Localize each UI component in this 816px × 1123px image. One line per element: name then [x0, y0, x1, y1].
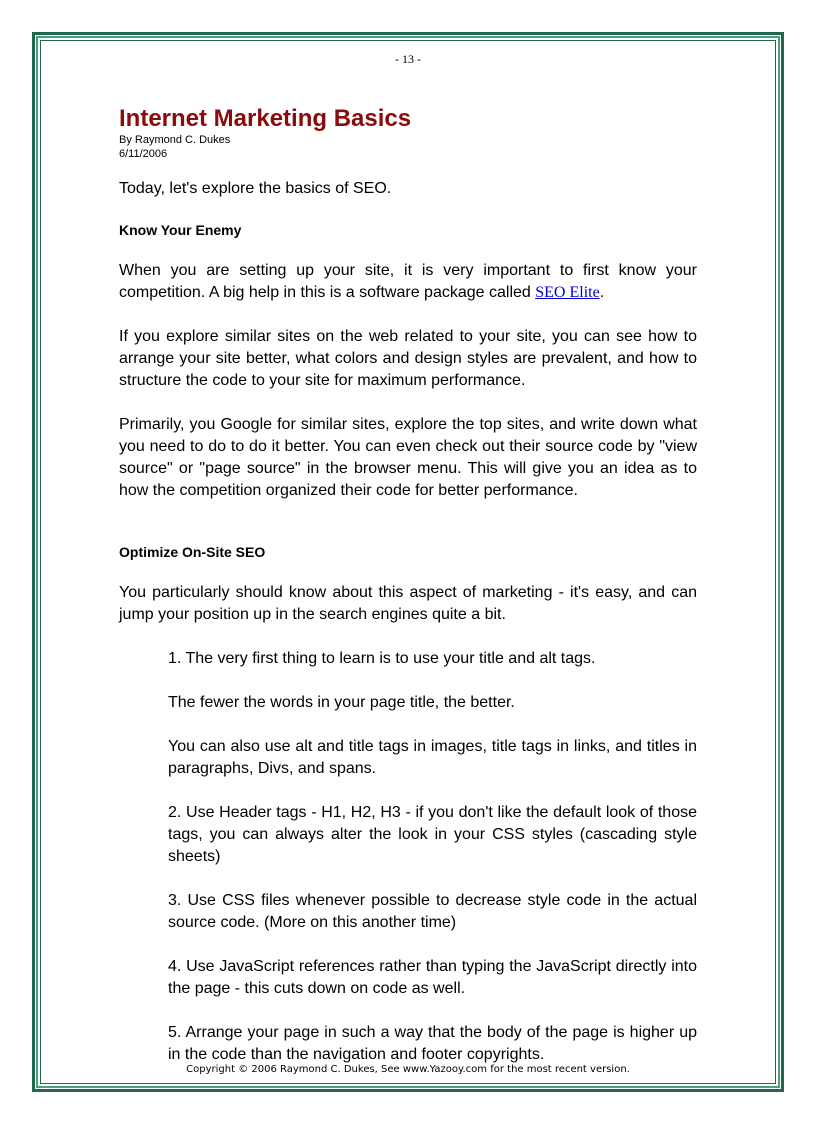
- seo-elite-link[interactable]: SEO Elite: [535, 284, 600, 301]
- list-item: 3. Use CSS files whenever possible to decrease style code in the actual source code. (More on this another time): [168, 892, 697, 931]
- intro-paragraph: Today, let's explore the basics of SEO.: [119, 180, 392, 197]
- paragraph-similar-sites: If you explore similar sites on the web related to your site, you can see how to arrange your site better, what colors and design styles are prevalent, and how to structure the code to your site for maximum performance.: [119, 328, 697, 389]
- article-date: 6/11/2006: [119, 148, 168, 160]
- paragraph-onsite: You particularly should know about this aspect of marketing - it's easy, and can jump your position up in the search engines quite a bit.: [119, 584, 697, 623]
- copyright-footer: Copyright © 2006 Raymond C. Dukes, See www.Yazooy.com for the most recent version.: [186, 1064, 630, 1075]
- list-item: The fewer the words in your page title, the better.: [168, 694, 515, 711]
- list-item: 2. Use Header tags - H1, H2, H3 - if you don't like the default look of those tags, you can always alter the look in your CSS styles (cascading style sheets): [168, 804, 697, 865]
- list-item: 5. Arrange your page in such a way that the body of the page is higher up in the code than the navigation and footer copyrights.: [168, 1024, 697, 1063]
- article-byline: By Raymond C. Dukes: [119, 134, 231, 146]
- section-heading-know-your-enemy: Know Your Enemy: [119, 222, 242, 238]
- paragraph-google: Primarily, you Google for similar sites, explore the top sites, and write down what you need to do to do it better. You can even check out their source code by "view source" or "page source" in the browser menu. This will give you an idea as to how the competition organized their code for better performance.: [119, 416, 697, 499]
- list-item: 1. The very first thing to learn is to use your title and alt tags.: [168, 650, 596, 667]
- paragraph-competition-end: .: [599, 284, 605, 301]
- section-heading-optimize: Optimize On-Site SEO: [119, 544, 266, 560]
- article-body: [119, 105, 697, 1066]
- list-item: 4. Use JavaScript references rather than typing the JavaScript directly into the page - this cuts down on code as well.: [168, 958, 697, 997]
- paragraph-competition: [119, 260, 697, 304]
- page-number: - 13 -: [395, 52, 421, 66]
- list-item: You can also use alt and title tags in images, title tags in links, and titles in paragraphs, Divs, and spans.: [168, 738, 697, 777]
- article-title: Internet Marketing Basics: [119, 105, 412, 132]
- paragraph-competition-text: When you are setting up your site, it is very important to first know your competition. A big help in this is a software package called: [119, 262, 697, 301]
